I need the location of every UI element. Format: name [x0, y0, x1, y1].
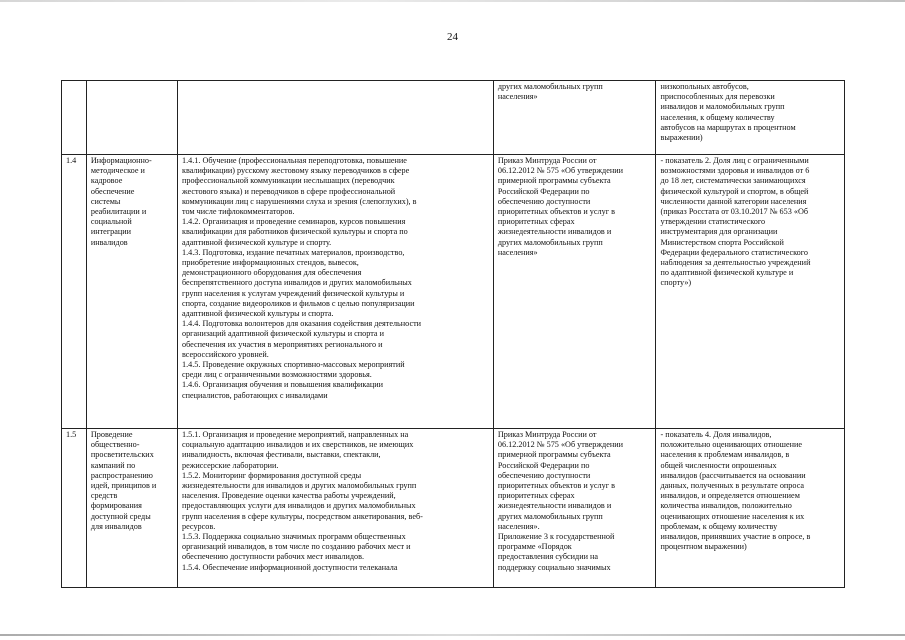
measure-item: 1.4.5. Проведение окружных спортивно-массовых мероприятий среди лиц с ограниченными возможностями здоровья.: [181, 360, 405, 380]
legal-basis: Приказ Минтруда России от 06.12.2012 № 575 «Об утверждении примерной программы субъекта Российской Федерации по обеспечению доступности приоритетных объектов и услуг в приоритетных сферах жизнедеятельности инвалидов и других маломобильных групп населения». Приложение 3 к государственной программе «Порядок предоставления субсидии на поддержку социально значимых: [493, 429, 656, 588]
table-row: [62, 429, 845, 588]
indicator: - показатель 2. Доля лиц с ограниченными возможностями здоровья и инвалидов от 6 до 18 лет, систематически занимающихся физической культурой и спортом, в общей численности данной категории населения (приказ Росстата от 03.10.2017 № 653 «Об утверждении статистического инструментария для организации Министерством спорта Российской Федерации федерального статистического наблюдения за деятельностью учреждений по адаптивной физической культуре и спорту»): [656, 155, 845, 429]
task-title: Проведение общественно- просветительских кампаний по распространению идей, принципов и средств формирования доступной среды для инвалидов: [86, 429, 177, 588]
measure-item: 1.4.4. Подготовка волонтеров для оказания содействия деятельности организаций адаптивной физической культуры и спорта и обеспечения их участия в мероприятиях регионального и всероссийского уровней.: [181, 319, 422, 359]
task-title: Информационно- методическое и кадровое обеспечение системы реабилитации и социальной интеграции инвалидов: [86, 155, 177, 429]
measure-item: 1.4.2. Организация и проведение семинаров, курсов повышения квалификации для работников физической культуры и спорта по адаптивной физической культуре и спорту.: [181, 217, 408, 247]
scan-edge-top: [0, 0, 905, 2]
measure-item: 1.5.1. Организация и проведение мероприятий, направленных на социальную адаптацию инвалидов и их сверстников, не имеющих инвалидность, включая фестивали, выставки, спектакли, режиссерские лаборатории.: [181, 430, 414, 470]
legal-basis: Приказ Минтруда России от 06.12.2012 № 575 «Об утверждении примерной программы субъекта Российской Федерации по обеспечению доступности приоритетных объектов и услуг в приоритетных сферах жизнедеятельности инвалидов и других маломобильных групп населения»: [493, 155, 656, 429]
measure-item: 1.5.2. Мониторинг формирования доступной среды жизнедеятельности для инвалидов и других маломобильных групп населения. Проведение оценки качества работы учреждений, предоставляющих услуги для инвалидов и других маломобильных групп населения в сфере культуры, посредством анкетирования, веб- ресурсов.: [181, 470, 423, 531]
row-number: 1.5: [62, 429, 87, 588]
scan-edge-bottom: [0, 634, 905, 636]
task-title: [86, 81, 177, 155]
row-number: [62, 81, 87, 155]
measure-item: 1.4.6. Организация обучения и повышения квалификации специалистов, работающих с инвалидами: [181, 380, 384, 400]
table-row: [62, 155, 845, 429]
measure-item: 1.4.1. Обучение (профессиональная переподготовка, повышение квалификации) русскому жестовому языку переводчиков в сфере профессиональной коммуникации неслышащих (переводчик жестового языка) и переводчиков в сфере профессиональной коммуникации лиц с нарушениями слуха и зрения (слепоглухих), в том числе тифлокомментаторов.: [181, 156, 417, 217]
row-number: 1.4: [62, 155, 87, 429]
table-row: [62, 81, 845, 155]
measures-cell: [177, 429, 493, 588]
indicator: низкопольных автобусов, приспособленных для перевозки инвалидов и маломобильных групп населения, к общему количеству автобусов на маршрутах в процентном выражении): [656, 81, 845, 155]
measure-item: 1.5.4. Обеспечение информационной доступности телеканала: [181, 562, 398, 572]
legal-basis: других маломобильных групп населения»: [493, 81, 656, 155]
program-measures-table: [61, 80, 845, 588]
indicator: - показатель 4. Доля инвалидов, положительно оценивающих отношение населения к проблемам инвалидов, в общей численности опрошенных инвалидов (рассчитывается на основании данных, полученных в результате опроса инвалидов, и определяется отношением количества инвалидов, положительно оценивающих отношение населения к их проблемам, к общему количеству инвалидов, принявших участие в опросе, в процентном выражении): [656, 429, 845, 588]
measure-item: 1.5.3. Поддержка социально значимых программ общественных организаций инвалидов, в том числе по созданию рабочих мест и обеспечению доступности рабочих мест инвалидов.: [181, 532, 411, 562]
page-number: 24: [447, 31, 458, 43]
measure-item: 1.4.3. Подготовка, издание печатных материалов, производство, приобретение информационных стендов, вывесок, демонстрационного оборудования для обеспечения беспрепятственного доступа инвалидов и других маломобильных групп населения к услугам учреждений физической культуры и спорта, создание видеороликов и фильмов с целью популяризации адаптивной физической культуры и спорта.: [181, 247, 415, 319]
measures-cell: [177, 81, 493, 155]
measures-cell: [177, 155, 493, 429]
